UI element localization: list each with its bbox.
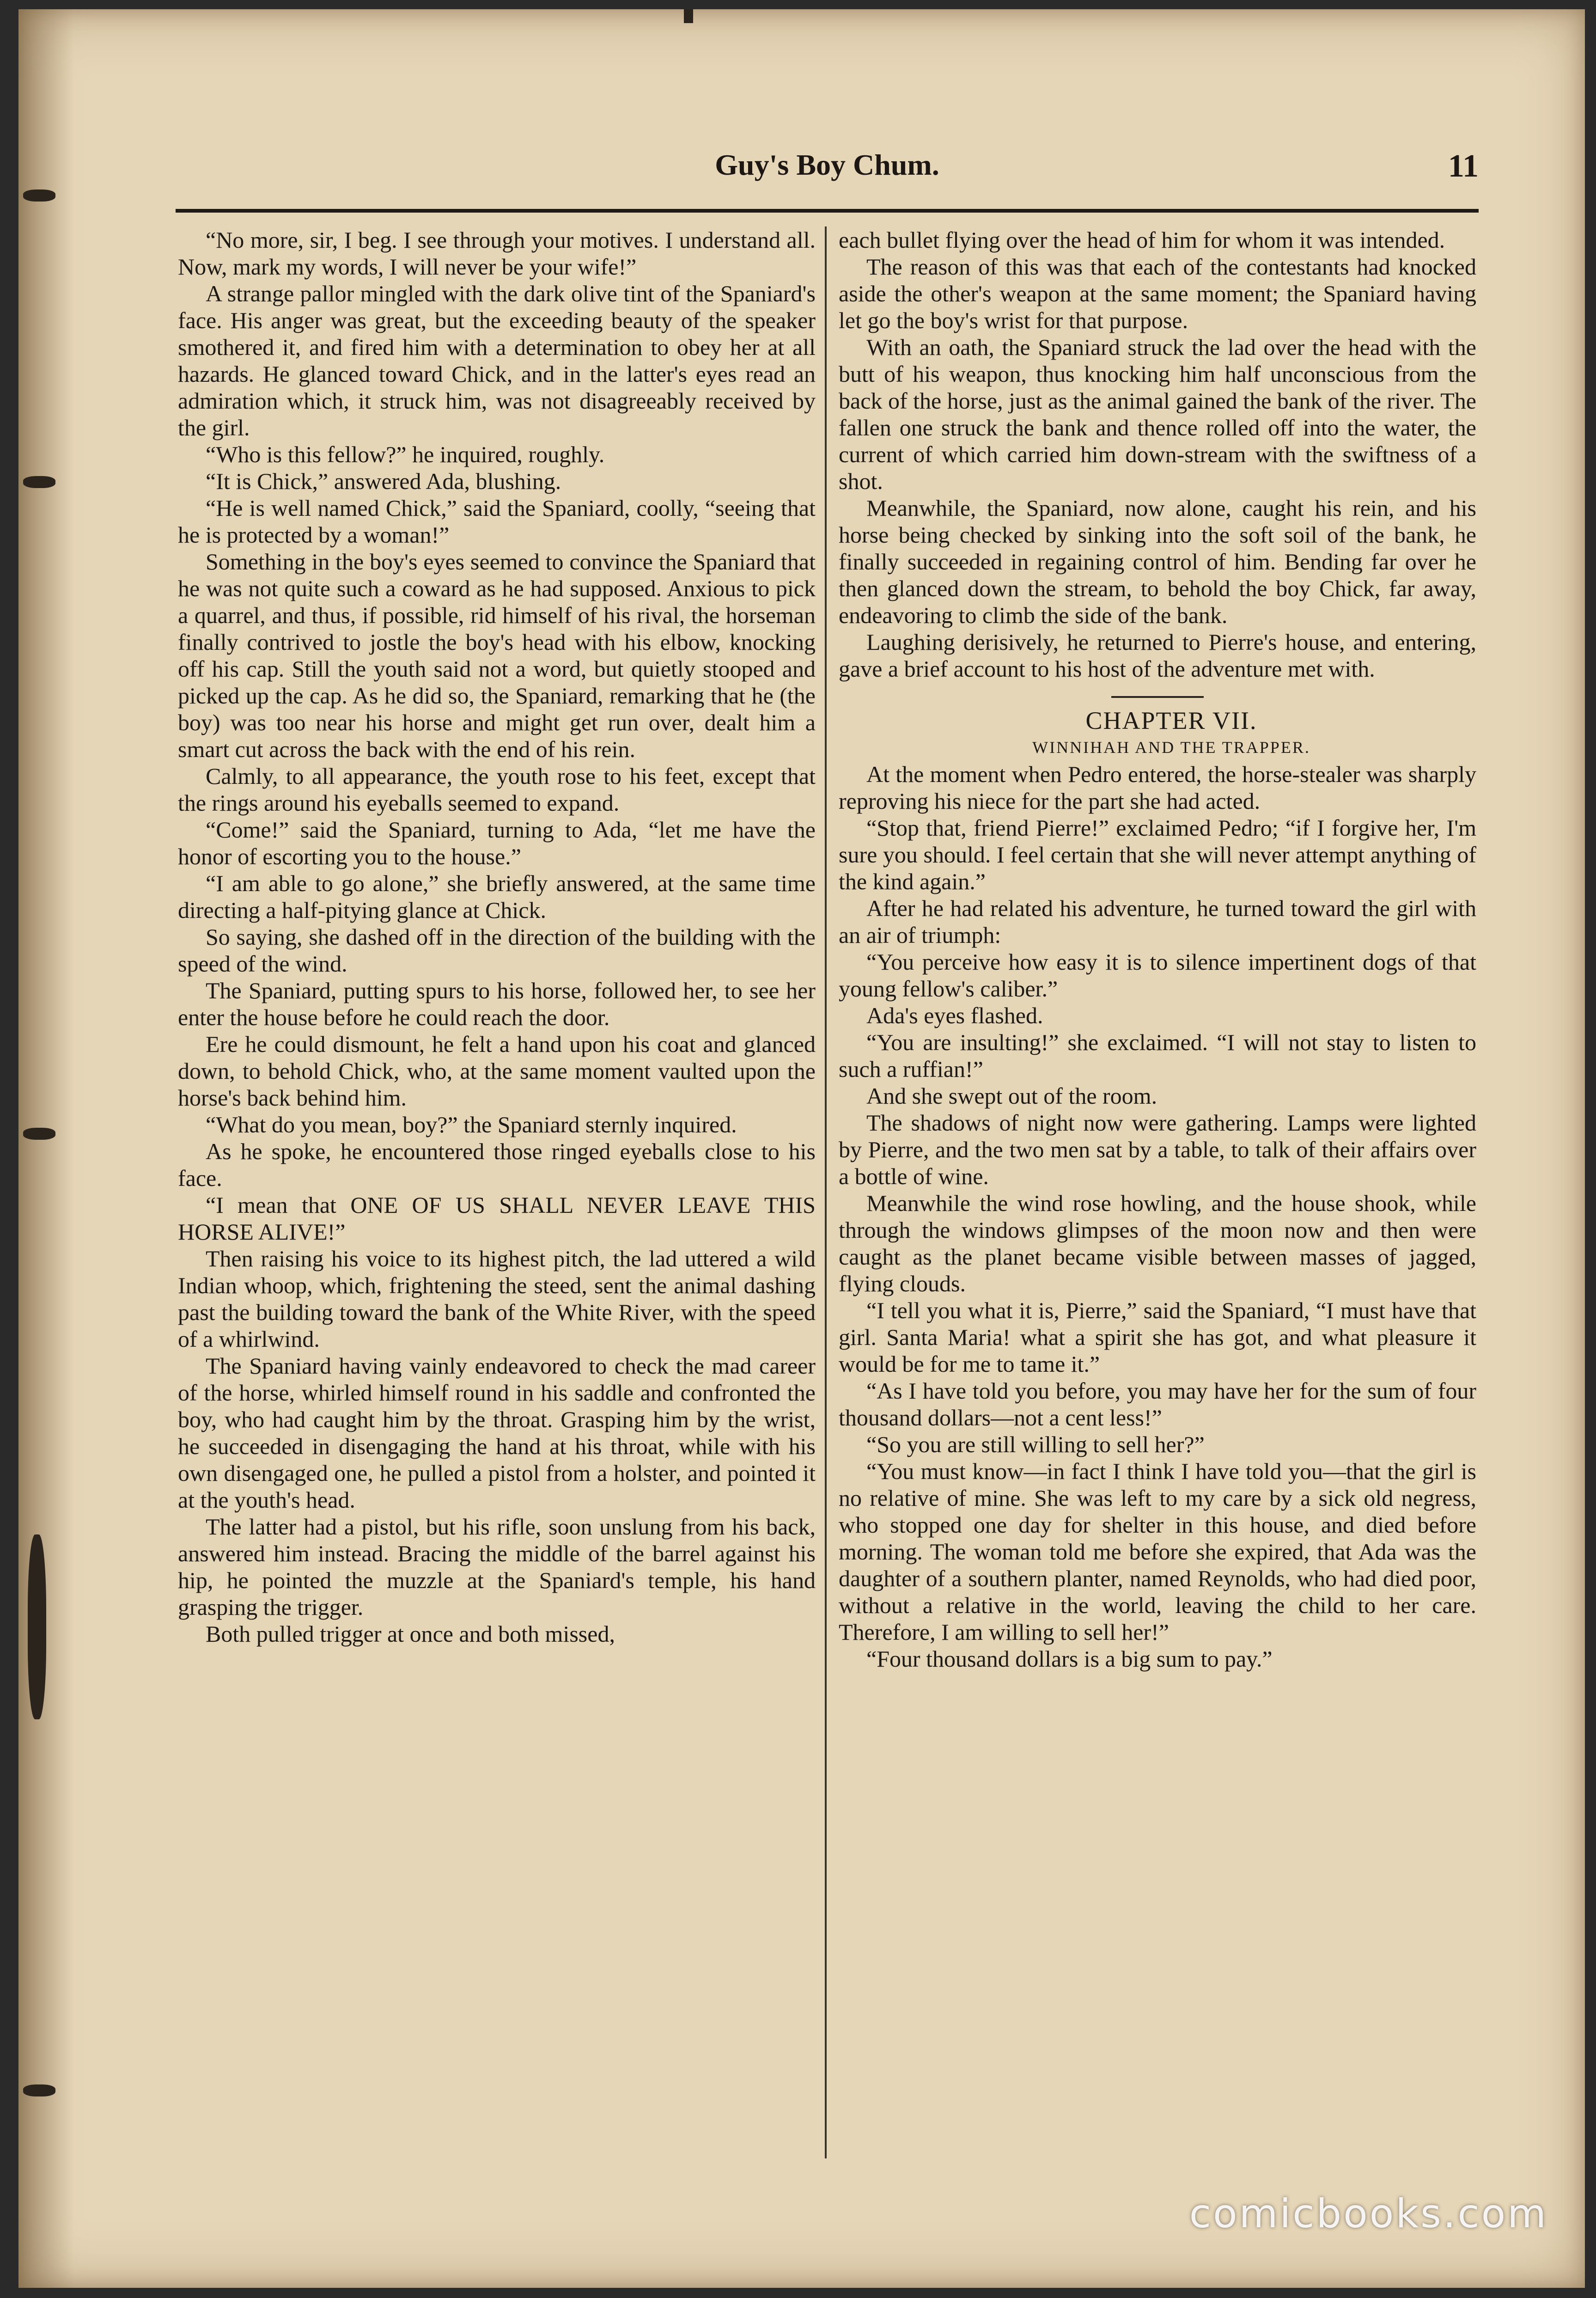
paragraph: Meanwhile the wind rose howling, and the house shook, while through the windows glimpses of the moon now and then were caught as the planet became visible between masses of jagged, flying clouds. <box>839 1190 1476 1296</box>
paragraph: Ada's eyes flashed. <box>866 1002 1043 1028</box>
paragraph: The Spaniard having vainly endeavored to check the mad career of the horse, whirled himself round in his saddle and confronted the boy, who had caught him by the throat. Grasping him by the wrist, he succeeded in disengaging the hand at his throat, while with his own disengaged one, he pulled a pistol from a holster, and pointed it at the youth's head. <box>178 1353 816 1513</box>
paragraph: The Spaniard, putting spurs to his horse, followed her, to see her enter the house before he could reach the door. <box>178 978 816 1030</box>
page-edge-shading <box>18 9 74 2288</box>
page <box>18 9 1585 2288</box>
paragraph: The latter had a pistol, but his rifle, soon unslung from his back, answered him instead. Bracing the middle of the barrel against his hip, he pointed the muzzle at the Spaniard's temple, his hand grasping the trigger. <box>178 1514 816 1620</box>
paragraph: “He is well named Chick,” said the Spaniard, coolly, “seeing that he is protected by a woman!” <box>178 495 816 548</box>
paragraph: With an oath, the Spaniard struck the lad over the head with the butt of his weapon, thus knocking him half unconscious from the back of the horse, just as the animal gained the bank of the river. The fallen one struck the bank and thence rolled off into the water, the current of which carried him down-stream with the swiftness of a shot. <box>839 334 1476 494</box>
top-mark <box>684 9 693 23</box>
chapter-subtitle: WINNIHAH AND THE TRAPPER. <box>1032 738 1310 757</box>
paragraph: After he had related his adventure, he turned toward the girl with an air of triumph: <box>839 895 1476 948</box>
paragraph: “It is Chick,” answered Ada, blushing. <box>206 468 561 494</box>
paragraph: “You perceive how easy it is to silence impertinent dogs of that young fellow's caliber.” <box>839 949 1476 1002</box>
paragraph: As he spoke, he encountered those ringed eyeballs close to his face. <box>178 1138 816 1191</box>
paragraph: “No more, sir, I beg. I see through your motives. I understand all. Now, mark my words, I will never be your wife!” <box>178 227 816 280</box>
binding-hole <box>23 189 55 202</box>
paragraph: Meanwhile, the Spaniard, now alone, caught his rein, and his horse being checked by sinking into the soft soil of the bank, he finally succeeded in regaining control of him. Bending far over he then glanced down the stream, to behold the boy Chick, far away, endeavoring to climb the side of the bank. <box>839 495 1476 628</box>
paragraph: And she swept out of the room. <box>866 1083 1157 1109</box>
paragraph: “You are insulting!” she exclaimed. “I will not stay to listen to such a ruffian!” <box>839 1029 1476 1082</box>
paragraph: Calmly, to all appearance, the youth rose to his feet, except that the rings around his eyeballs seemed to expand. <box>178 763 816 816</box>
paragraph: “I tell you what it is, Pierre,” said the Spaniard, “I must have that girl. Santa Maria! what a spirit she has got, and what pleasure it would be for me to tame it.” <box>839 1297 1476 1377</box>
paragraph: Laughing derisively, he returned to Pierre's house, and entering, gave a brief account to his host of the adventure met with. <box>839 629 1476 682</box>
running-header <box>176 148 1479 199</box>
paragraph: “As I have told you before, you may have her for the sum of four thousand dollars—not a cent less!” <box>839 1378 1476 1430</box>
paragraph: “I mean that ONE OF US SHALL NEVER LEAVE THIS HORSE ALIVE!” <box>178 1192 816 1245</box>
binding-hole <box>23 476 55 488</box>
watermark: comicbooks.com <box>1189 2191 1548 2237</box>
paragraph: The shadows of night now were gathering. Lamps were lighted by Pierre, and the two men sat by a table, to talk of their affairs over a bottle of wine. <box>839 1110 1476 1189</box>
paragraph: Something in the boy's eyes seemed to convince the Spaniard that he was not quite such a coward as he had supposed. Anxious to pick a quarrel, and thus, if possible, rid himself of his rival, the horseman finally contrived to jostle the boy's head with his elbow, knocking off his cap. Still the youth said not a word, but quietly stooped and picked up the cap. As he did so, the Spaniard, remarking that he (the boy) was too near his horse and might get run over, dealt him a smart cut across the back with the end of his rein. <box>178 549 816 762</box>
binding-hole <box>23 1128 55 1140</box>
paragraph: Both pulled trigger at once and both missed, <box>206 1621 615 1647</box>
binding-hole <box>23 2084 55 2096</box>
paragraph: So saying, she dashed off in the direction of the building with the speed of the wind. <box>178 924 816 977</box>
paragraph: “Stop that, friend Pierre!” exclaimed Pedro; “if I forgive her, I'm sure you should. I feel certain that she will never attempt anything of the kind again.” <box>839 815 1476 894</box>
running-title: Guy's Boy Chum. <box>715 148 939 181</box>
paragraph: each bullet flying over the head of him for whom it was intended. <box>839 227 1445 253</box>
paragraph: The reason of this was that each of the contestants had knocked aside the other's weapon at the same moment; the Spaniard having let go the boy's wrist for that purpose. <box>839 254 1476 333</box>
paragraph: “You must know—in fact I think I have told you—that the girl is no relative of mine. She was left to my care by a sick old negress, who stopped one day for shelter in this house, and died before morning. The woman told me before she expired, that Ada was the daughter of a southern planter, named Reynolds, who had died poor, without a relative in the world, leaving the child to her care. Therefore, I am willing to sell her!” <box>839 1458 1476 1645</box>
paragraph: Then raising his voice to its highest pitch, the lad uttered a wild Indian whoop, which, frightening the steed, sent the animal dashing past the building toward the bank of the White River, with the speed of a whirlwind. <box>178 1246 816 1352</box>
column-divider <box>825 226 827 2158</box>
paragraph: “I am able to go alone,” she briefly answered, at the same time directing a half-pitying glance at Chick. <box>178 870 816 923</box>
chapter-rule <box>1111 696 1204 698</box>
paragraph: “So you are still willing to sell her?” <box>866 1431 1205 1457</box>
paragraph: “Four thousand dollars is a big sum to pay.” <box>866 1646 1273 1672</box>
right-column <box>839 226 1476 2214</box>
paragraph: Ere he could dismount, he felt a hand upon his coat and glanced down, to behold Chick, who, at the same moment vaulted upon the horse's back behind him. <box>178 1031 816 1111</box>
header-rule <box>176 209 1479 213</box>
binding-tear <box>28 1534 46 1719</box>
left-column <box>178 226 816 2214</box>
paragraph: At the moment when Pedro entered, the horse-stealer was sharply reproving his niece for the part she had acted. <box>839 761 1476 814</box>
chapter-title: CHAPTER VII. <box>1085 707 1257 734</box>
page-number: 11 <box>1448 148 1479 184</box>
paragraph: “Come!” said the Spaniard, turning to Ada, “let me have the honor of escorting you to the house.” <box>178 817 816 869</box>
paragraph: “What do you mean, boy?” the Spaniard sternly inquired. <box>206 1112 737 1137</box>
paragraph: “Who is this fellow?” he inquired, roughly. <box>206 441 605 467</box>
paragraph: A strange pallor mingled with the dark olive tint of the Spaniard's face. His anger was great, but the exceeding beauty of the speaker smothered it, and fired him with a determination to obey her at all hazards. He glanced toward Chick, and in the latter's eyes read an admiration which, it struck him, was not disagreeably received by the girl. <box>178 281 816 440</box>
